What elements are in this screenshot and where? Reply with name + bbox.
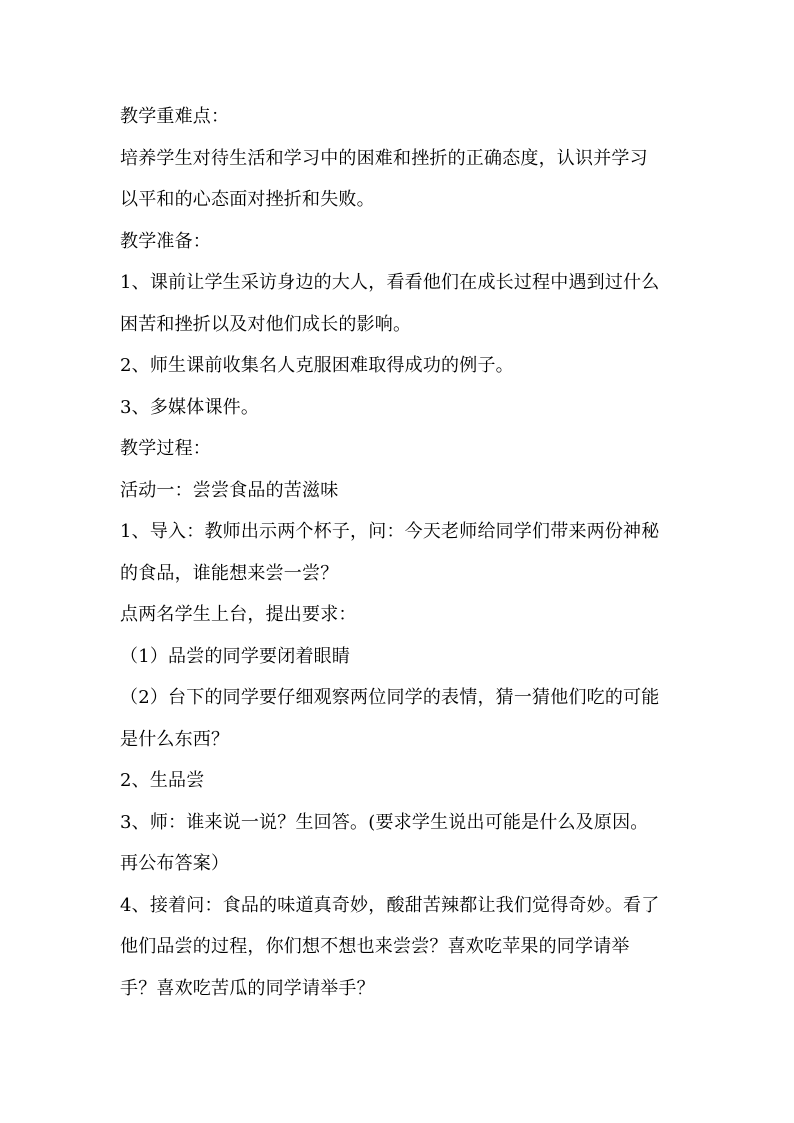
heading-teaching-focus: 教学重难点：: [120, 106, 230, 127]
list-item-1-continued: 困苦和挫折以及对他们成长的影响。: [120, 313, 412, 335]
step-1-intro-continued: 的食品，谁能想来尝一尝？: [120, 562, 339, 584]
paragraph-line: 培养学生对待生活和学习中的困难和挫折的正确态度，认识并学习: [120, 147, 648, 169]
step-1-intro: 1、导入：教师出示两个杯子，问：今天老师给同学们带来两份神秘: [120, 521, 660, 542]
requirement-2-continued: 是什么东西？: [120, 728, 230, 750]
list-item-2: 2、师生课前收集名人克服困难取得成功的例子。: [120, 355, 514, 376]
paragraph-line: 以平和的心态面对挫折和失败。: [120, 189, 375, 210]
step-3-discussion-continued: 再公布答案）: [120, 853, 230, 874]
document-body: [120, 102, 680, 1015]
heading-teaching-process: 教学过程：: [120, 438, 211, 459]
step-4-question-continued: 他们品尝的过程，你们想不想也来尝尝？喜欢吃苹果的同学请举: [120, 936, 630, 957]
requirements-intro: 点两名学生上台，提出要求：: [120, 604, 357, 625]
requirement-2: （2）台下的同学要仔细观察两位同学的表情，猜一猜他们吃的可能: [120, 687, 660, 708]
activity-one-title: 活动一：尝尝食品的苦滋味: [120, 479, 339, 501]
step-4-question: 4、接着问：食品的味道真奇妙，酸甜苦辣都让我们觉得奇妙。看了: [120, 894, 660, 916]
step-4-question-end: 手？喜欢吃苦瓜的同学请举手？: [120, 977, 375, 999]
step-3-discussion: 3、师：谁来说一说？生回答。(要求学生说出可能是什么及原因。: [120, 811, 649, 833]
requirement-1: （1）品尝的同学要闭着眼睛: [120, 645, 351, 667]
heading-teaching-preparation: 教学准备：: [120, 230, 211, 252]
list-item-1: 1、课前让学生采访身边的大人，看看他们在成长过程中遇到过什么: [120, 272, 660, 293]
step-2-tasting: 2、生品尝: [120, 770, 205, 791]
list-item-3: 3、多媒体课件。: [120, 396, 260, 418]
